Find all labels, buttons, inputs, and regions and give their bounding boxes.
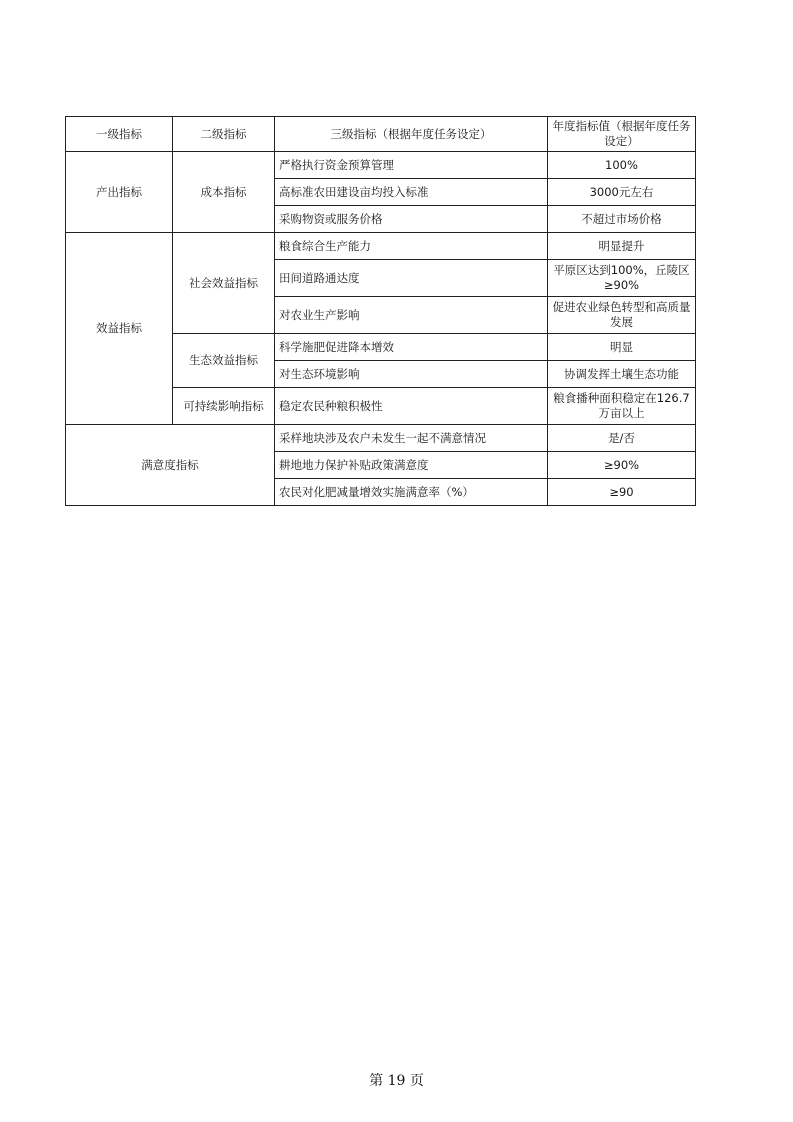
- level2-cost: 成本指标: [173, 152, 275, 233]
- level1-benefit: 效益指标: [66, 233, 173, 425]
- value-cell: 明显提升: [548, 233, 696, 260]
- table-row: [66, 152, 696, 179]
- indicator-cell: 粮食综合生产能力: [275, 233, 548, 260]
- level1-output: 产出指标: [66, 152, 173, 233]
- table-header-row: [66, 117, 696, 152]
- level1-satisfaction: 满意度指标: [66, 425, 275, 506]
- indicator-cell: 高标准农田建设亩均投入标准: [275, 179, 548, 206]
- indicator-cell: 稳定农民种粮积极性: [275, 388, 548, 425]
- table-row: [66, 425, 696, 452]
- level2-social: 社会效益指标: [173, 233, 275, 334]
- header-level3: 三级指标（根据年度任务设定）: [275, 117, 548, 152]
- value-cell: 协调发挥土壤生态功能: [548, 361, 696, 388]
- value-cell: 明显: [548, 334, 696, 361]
- table-row: [66, 233, 696, 260]
- value-cell: 3000元左右: [548, 179, 696, 206]
- value-cell: 平原区达到100%，丘陵区≥90%: [548, 260, 696, 297]
- value-cell: 粮食播种面积稳定在126.7万亩以上: [548, 388, 696, 425]
- value-cell: 是/否: [548, 425, 696, 452]
- indicator-cell: 耕地地力保护补贴政策满意度: [275, 452, 548, 479]
- value-cell: 100%: [548, 152, 696, 179]
- value-cell: 不超过市场价格: [548, 206, 696, 233]
- header-annual-value: 年度指标值（根据年度任务设定）: [548, 117, 696, 152]
- page-number: 第 19 页: [369, 1073, 424, 1089]
- indicator-cell: 科学施肥促进降本增效: [275, 334, 548, 361]
- indicator-cell: 田间道路通达度: [275, 260, 548, 297]
- level2-sustainable: 可持续影响指标: [173, 388, 275, 425]
- performance-indicator-table: [65, 116, 696, 506]
- indicator-cell: 对农业生产影响: [275, 297, 548, 334]
- indicator-cell: 采样地块涉及农户未发生一起不满意情况: [275, 425, 548, 452]
- header-level2: 二级指标: [173, 117, 275, 152]
- indicator-cell: 对生态环境影响: [275, 361, 548, 388]
- header-level1: 一级指标: [66, 117, 173, 152]
- value-cell: 促进农业绿色转型和高质量发展: [548, 297, 696, 334]
- indicator-cell: 农民对化肥减量增效实施满意率（%）: [275, 479, 548, 506]
- indicator-cell: 严格执行资金预算管理: [275, 152, 548, 179]
- value-cell: ≥90: [548, 479, 696, 506]
- level2-ecological: 生态效益指标: [173, 334, 275, 388]
- indicator-cell: 采购物资或服务价格: [275, 206, 548, 233]
- value-cell: ≥90%: [548, 452, 696, 479]
